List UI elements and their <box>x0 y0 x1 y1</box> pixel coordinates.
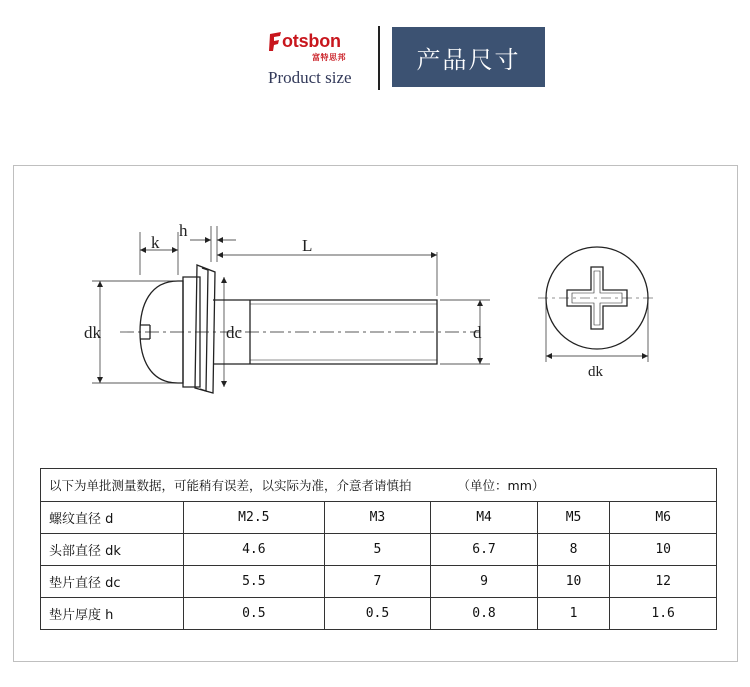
table-cell: 0.5 <box>324 598 431 630</box>
row-label: 垫片直径 dc <box>41 566 184 598</box>
row-label: 垫片厚度 h <box>41 598 184 630</box>
dim-label-h: h <box>179 221 188 240</box>
table-cell: 9 <box>431 566 538 598</box>
unit-note: （单位：mm） <box>457 478 545 493</box>
spec-table <box>40 468 717 630</box>
table-cell: M3 <box>324 502 431 534</box>
table-row <box>41 534 717 566</box>
table-cell: 1.6 <box>610 598 717 630</box>
row-label: 头部直径 dk <box>41 534 184 566</box>
table-cell: 10 <box>610 534 717 566</box>
dim-label-dk-front: dk <box>588 364 603 380</box>
table-row <box>41 598 717 630</box>
table-cell: M4 <box>431 502 538 534</box>
dim-label-k: k <box>151 233 160 252</box>
table-cell: 5.5 <box>184 566 325 598</box>
table-cell: 4.6 <box>184 534 325 566</box>
table-note <box>41 469 717 502</box>
table-cell: 7 <box>324 566 431 598</box>
table-note-row <box>41 469 717 502</box>
table-cell: 10 <box>537 566 610 598</box>
brand-name: otsbon <box>282 31 341 51</box>
table-row <box>41 502 717 534</box>
table-row <box>41 566 717 598</box>
row-label: 螺纹直径 d <box>41 502 184 534</box>
table-cell: 1 <box>537 598 610 630</box>
dim-label-L: L <box>302 236 313 255</box>
table-cell: M6 <box>610 502 717 534</box>
dim-label-dk: dk <box>84 323 101 342</box>
dim-label-dc: dc <box>226 323 243 342</box>
table-cell: 0.8 <box>431 598 538 630</box>
table-cell: 6.7 <box>431 534 538 566</box>
brand-chinese-name: 富特思邦 <box>312 53 346 62</box>
page-title: 产品尺寸 <box>392 27 545 87</box>
measurement-note: 以下为单批测量数据，可能稍有误差，以实际为准，介意者请慎拍 <box>49 478 412 493</box>
table-cell: 8 <box>537 534 610 566</box>
table-cell: 5 <box>324 534 431 566</box>
table-cell: 12 <box>610 566 717 598</box>
product-size-subtitle: Product size <box>268 68 352 87</box>
table-cell: M2.5 <box>184 502 325 534</box>
table-cell: M5 <box>537 502 610 534</box>
table-cell: 0.5 <box>184 598 325 630</box>
dim-label-d: d <box>473 323 482 342</box>
